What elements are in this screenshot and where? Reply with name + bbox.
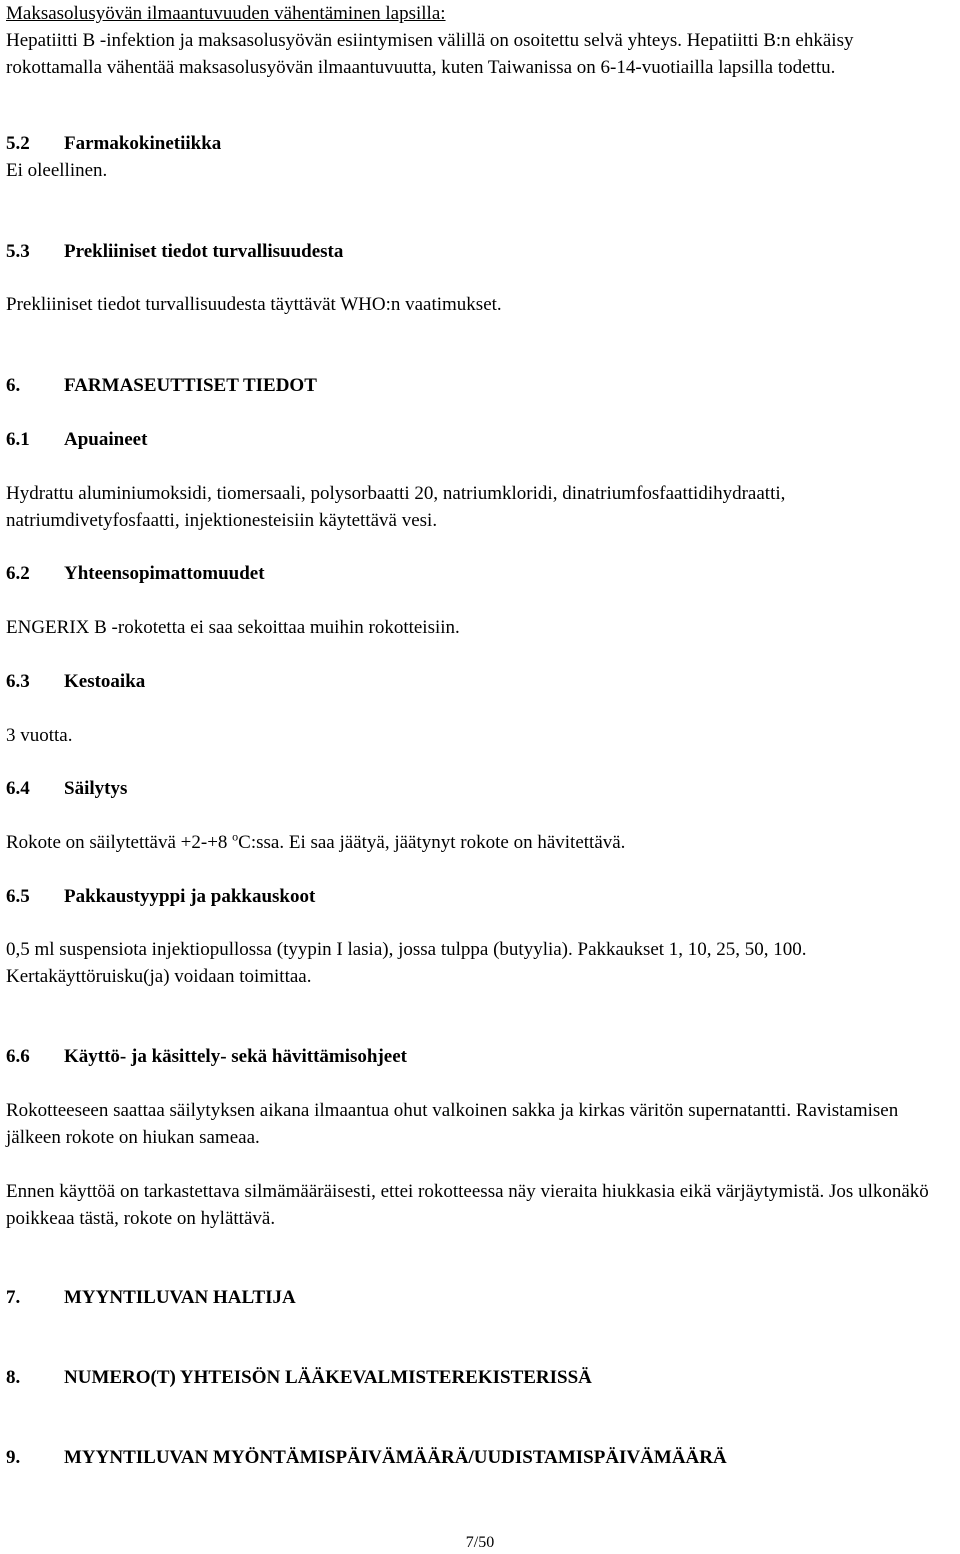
text-6-6-b: Ennen käyttöä on tarkastettava silmämääräisesti, ettei rokotteessa näy vieraita hiukkasia eikä värjäytymistä. Jos ulkonäkö poikkeaa tästä, rokote on hylättävä. bbox=[6, 1181, 929, 1229]
section-title: Yhteensopimattomuudet bbox=[64, 563, 265, 584]
heading-6-4 bbox=[6, 775, 127, 802]
section-title: Käyttö- ja käsittely- sekä hävittämisohjeet bbox=[64, 1046, 408, 1067]
section-title: NUMERO(T) YHTEISÖN LÄÄKEVALMISTEREKISTERISSÄ bbox=[64, 1367, 592, 1388]
text-6-6-a: Rokotteeseen saattaa säilytyksen aikana ilmaantua ohut valkoinen sakka ja kirkas väritön supernatantti. Ravistamisen jälkeen rokote on hiukan sameaa. bbox=[6, 1100, 899, 1148]
text-6-4 bbox=[6, 829, 954, 856]
text-part: C:ssa. Ei saa jäätyä, jäätynyt rokote on hävitettävä. bbox=[238, 832, 626, 853]
heading-6-1 bbox=[6, 426, 147, 453]
section-number: 8. bbox=[6, 1367, 21, 1388]
section-title: Kestoaika bbox=[64, 671, 146, 692]
section-number: 7. bbox=[6, 1287, 21, 1308]
section-number: 6.5 bbox=[6, 886, 30, 907]
packaging-text: 0,5 ml suspensiota injektiopullossa (tyypin I lasia), jossa tulppa (butyylia). Pakkaukset 1, 10, 25, 50, 100. bbox=[6, 939, 807, 960]
section-title: MYYNTILUVAN HALTIJA bbox=[64, 1287, 296, 1308]
text-6-5 bbox=[6, 936, 954, 990]
section-number: 5.3 bbox=[6, 241, 30, 262]
heading-6 bbox=[6, 372, 317, 399]
page-number: 7/50 bbox=[465, 1534, 495, 1551]
text-6-1: Hydrattu aluminiumoksidi, tiomersaali, polysorbaatti 20, natriumkloridi, dinatriumfosfaattidihydraatti, natriumdivetyfosfaatti, injektionesteisiin käytettävä vesi. bbox=[6, 483, 786, 531]
section-number: 6.6 bbox=[6, 1046, 30, 1067]
text-5-3: Prekliiniset tiedot turvallisuudesta täyttävät WHO:n vaatimukset. bbox=[6, 294, 502, 315]
heading-6-3 bbox=[6, 668, 145, 695]
degree-sup: o bbox=[232, 829, 239, 844]
section-number: 6. bbox=[6, 375, 21, 396]
section-number: 6.3 bbox=[6, 671, 30, 692]
heading-5-2 bbox=[6, 130, 221, 157]
heading-9 bbox=[6, 1444, 727, 1471]
heading-5-3 bbox=[6, 238, 343, 265]
section-number: 6.4 bbox=[6, 778, 30, 799]
intro-text: Hepatiitti B -infektion ja maksasolusyövän esiintymisen välillä on osoitettu selvä yhteys. Hepatiitti B:n ehkäisy rokottamalla vähentää maksasolusyövän ilmaantuvuutta, kuten Taiwanissa on 6-14-vuotiailla lapsilla todettu. bbox=[6, 30, 854, 78]
section-title: Pakkaustyyppi ja pakkauskoot bbox=[64, 886, 316, 907]
section-number: 9. bbox=[6, 1447, 21, 1468]
heading-8 bbox=[6, 1364, 592, 1391]
text-part: Rokote on säilytettävä +2-+8 bbox=[6, 832, 233, 853]
section-number: 5.2 bbox=[6, 133, 30, 154]
text-6-2: ENGERIX B -rokotetta ei saa sekoittaa muihin rokotteisiin. bbox=[6, 617, 460, 638]
intro-title: Maksasolusyövän ilmaantuvuuden vähentäminen lapsilla: bbox=[6, 3, 446, 24]
text-6-3: 3 vuotta. bbox=[6, 725, 73, 746]
section-title: Farmakokinetiikka bbox=[64, 133, 222, 154]
heading-6-5 bbox=[6, 883, 315, 910]
section-number: 6.2 bbox=[6, 563, 30, 584]
heading-6-2 bbox=[6, 560, 265, 587]
heading-7 bbox=[6, 1284, 296, 1311]
section-title: Apuaineet bbox=[64, 429, 148, 450]
section-number: 6.1 bbox=[6, 429, 30, 450]
section-title: Prekliiniset tiedot turvallisuudesta bbox=[64, 241, 344, 262]
heading-6-6 bbox=[6, 1043, 407, 1070]
section-title: Säilytys bbox=[64, 778, 128, 799]
intro-block bbox=[6, 0, 954, 81]
text-5-2: Ei oleellinen. bbox=[6, 160, 108, 181]
syringe-text: Kertakäyttöruisku(ja) voidaan toimittaa. bbox=[6, 966, 312, 987]
section-title: FARMASEUTTISET TIEDOT bbox=[64, 375, 317, 396]
section-title: MYYNTILUVAN MYÖNTÄMISPÄIVÄMÄÄRÄ/UUDISTAMISPÄIVÄMÄÄRÄ bbox=[64, 1447, 727, 1468]
